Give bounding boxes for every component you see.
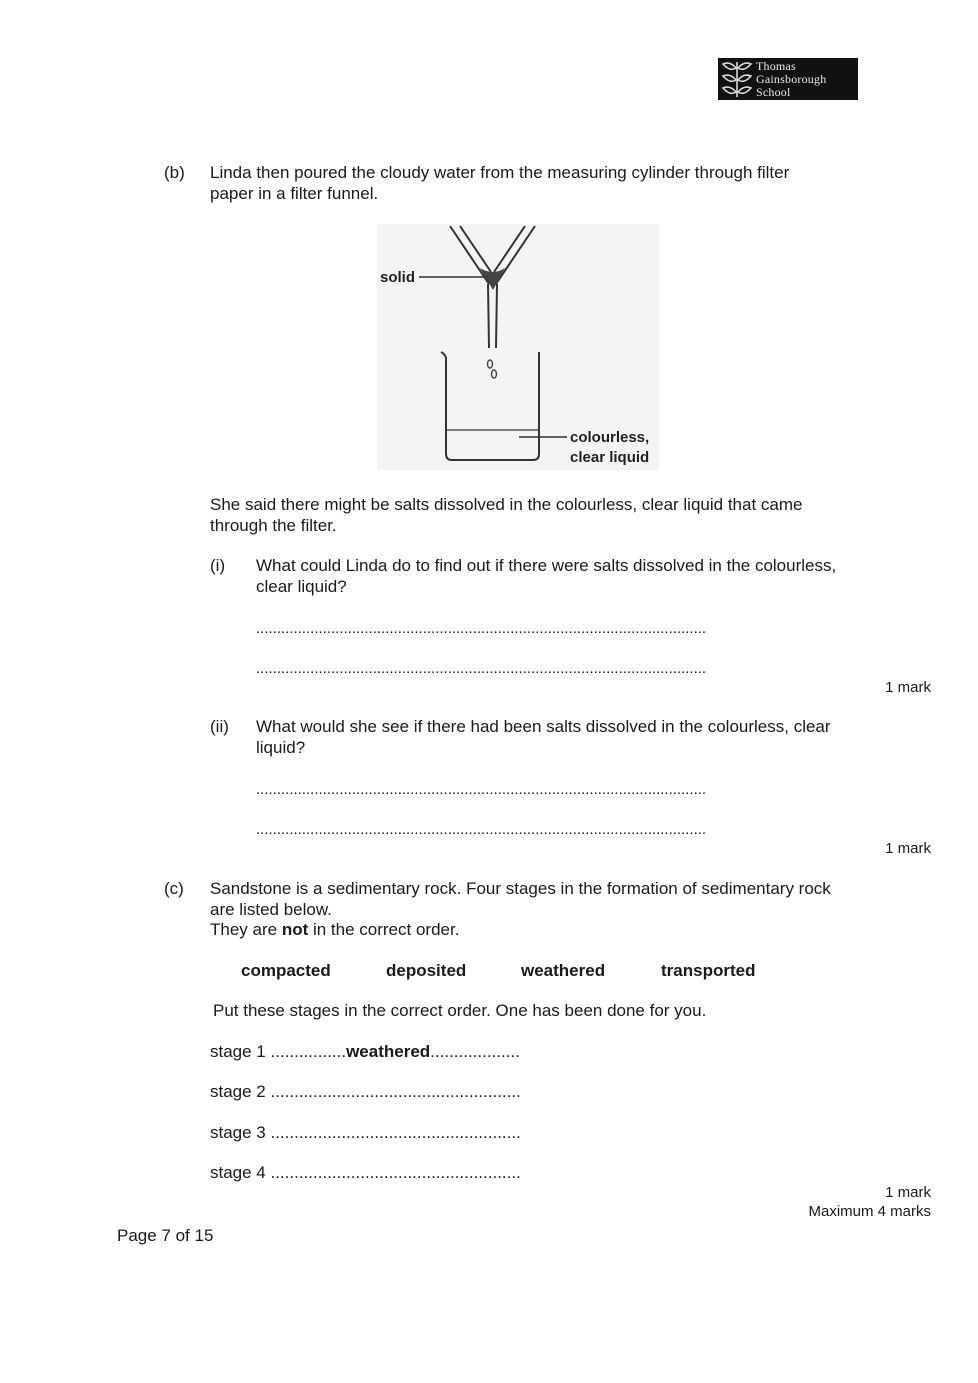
answer-ii-line2[interactable]: ............................................................................................................	[256, 821, 707, 838]
stage-word-compacted: compacted	[241, 961, 331, 980]
question-i-line1: What could Linda do to find out if there were salts dissolved in the colourless,	[256, 556, 837, 575]
question-ii-line1: What would she see if there had been salts dissolved in the colourless, clear	[256, 717, 831, 736]
filter-funnel-figure	[377, 224, 659, 470]
question-ii-line2: liquid?	[256, 738, 306, 757]
logo-text-line3: School	[756, 85, 791, 99]
part-b-label: (b)	[164, 163, 185, 182]
part-c-line3	[210, 919, 459, 940]
stage-2-line[interactable]: stage 2 .....................................................	[210, 1082, 521, 1101]
answer-i-line1[interactable]: ............................................................................................................	[256, 620, 707, 637]
logo-text-line2: Gainsborough	[756, 72, 827, 86]
school-logo	[718, 58, 858, 100]
line3-post: in the correct order.	[308, 920, 460, 939]
part-c-line1: Sandstone is a sedimentary rock. Four stages in the formation of sedimentary rock	[210, 879, 831, 898]
question-i-label: (i)	[210, 556, 226, 575]
answer-i-line2[interactable]: ............................................................................................................	[256, 660, 707, 677]
question-i-line2: clear liquid?	[256, 577, 347, 596]
order-instruction: Put these stages in the correct order. One has been done for you.	[213, 1001, 707, 1020]
filter-funnel-diagram	[377, 224, 659, 470]
stage-1-dots-pre: ................	[270, 1042, 347, 1061]
logo-text-line1: Thomas	[756, 59, 796, 73]
page-number: Page 7 of 15	[117, 1226, 214, 1245]
part-b-intro-line1: Linda then poured the cloudy water from the measuring cylinder through filter	[210, 163, 790, 182]
mark-c: 1 mark	[885, 1184, 931, 1201]
solid-residue	[480, 268, 505, 290]
part-c-label: (c)	[164, 879, 184, 898]
stage-word-deposited: deposited	[386, 961, 467, 980]
stage-1-line[interactable]	[210, 1041, 520, 1062]
stage-1-answer: weathered	[346, 1042, 431, 1061]
label-colourless: colourless,	[570, 429, 650, 446]
label-solid: solid	[380, 269, 416, 286]
stage-3-line[interactable]: stage 3 .....................................................	[210, 1123, 521, 1142]
stage-word-weathered: weathered	[521, 961, 606, 980]
mark-ii: 1 mark	[885, 840, 931, 857]
stage-1-label: stage 1	[210, 1042, 271, 1061]
question-ii-label: (ii)	[210, 717, 229, 736]
maximum-marks: Maximum 4 marks	[808, 1203, 931, 1220]
part-c-line2: are listed below.	[210, 900, 332, 919]
leaf-emblem-icon	[720, 60, 754, 98]
stage-word-transported: transported	[661, 961, 756, 980]
mark-i: 1 mark	[885, 679, 931, 696]
stage-1-dots-post: ...................	[430, 1042, 520, 1061]
statement-line1: She said there might be salts dissolved in the colourless, clear liquid that came	[210, 495, 803, 514]
line3-not: not	[281, 920, 309, 939]
label-clear-liquid: clear liquid	[570, 449, 650, 466]
statement-line2: through the filter.	[210, 516, 337, 535]
part-b-intro-line2: paper in a filter funnel.	[210, 184, 379, 203]
stage-4-line[interactable]: stage 4 .....................................................	[210, 1163, 521, 1182]
answer-ii-line1[interactable]: ............................................................................................................	[256, 781, 707, 798]
line3-pre: They are	[210, 920, 282, 939]
